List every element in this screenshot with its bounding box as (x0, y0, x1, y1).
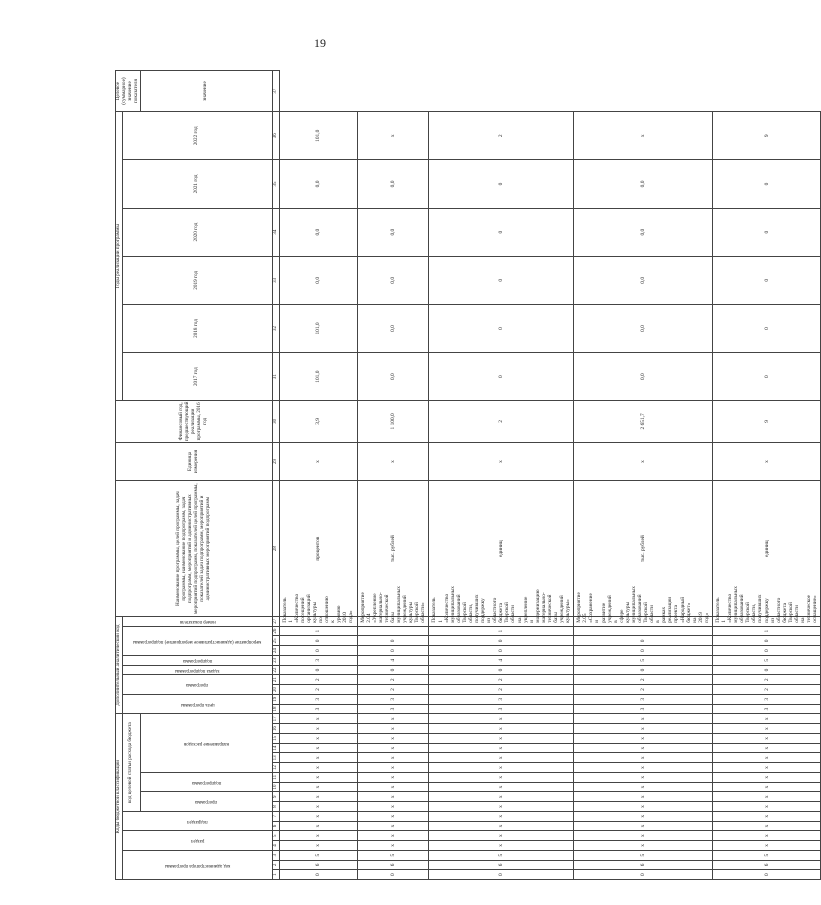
value-cell: 0 (429, 304, 574, 352)
header-row-1 (116, 71, 123, 880)
code-cell: 3 (712, 694, 820, 704)
years-group-header: Годы реализации программы (116, 112, 123, 401)
code-cell: х (279, 811, 357, 821)
programma-dop-header: программа (122, 675, 272, 694)
column-number: 19 (272, 694, 279, 704)
code-cell: 4 (357, 655, 429, 665)
indicator-text: Показатель 1 «Количество муниципальных образований Тверской области, получивших поддержку из областного бюджета Тверской области на техническое оснащение» (712, 616, 820, 626)
code-cell: х (279, 714, 357, 724)
code-cell: 3 (574, 704, 713, 714)
code-cell: х (279, 782, 357, 792)
code-cell: 0 (712, 646, 820, 656)
code-cell: 6 (357, 860, 429, 870)
code-cell: х (429, 763, 574, 773)
column-number: 29 (272, 442, 279, 481)
indicator-text: Показатель 1 «Количество муниципальных образований Тверской области, получивших поддержку из областного бюджета Тверской области на укрепление и модернизацию материально-технической базы учреждений культуры» (429, 616, 574, 626)
code-cell: х (712, 831, 820, 841)
code-cell: 2 (712, 675, 820, 685)
znachenie-header: значение (140, 71, 272, 112)
code-cell: 3 (429, 694, 574, 704)
code-cell: х (279, 802, 357, 812)
value-cell: 101,0 (279, 304, 357, 352)
value-cell: 3,9 (279, 401, 357, 442)
column-number: 24 (272, 646, 279, 656)
code-cell: х (429, 724, 574, 734)
code-cell: 3 (574, 694, 713, 704)
table-row (357, 71, 429, 880)
code-cell: х (429, 802, 574, 812)
code-cell: х (429, 714, 574, 724)
name-header: Наименование программы, целей программы, задач программы, наименование подпрограмм, задач подпрограмм, мероприятий и административных мероприятий подпрограмм, показателей целей программы, показателей задач подпрограмм, мероприятий и административных мероприятий подпрограмм (116, 481, 273, 616)
code-cell: 0 (429, 646, 574, 656)
code-cell: х (429, 792, 574, 802)
code-cell: 2 (357, 675, 429, 685)
code-cell: х (429, 733, 574, 743)
code-cell: х (279, 763, 357, 773)
column-number: 30 (272, 401, 279, 442)
column-number: 6 (272, 821, 279, 831)
column-number: 35 (272, 160, 279, 208)
code-cell: х (357, 763, 429, 773)
column-number: 1 (272, 870, 279, 880)
podprogramma-dop-header: подпрограмма (122, 655, 272, 665)
code-cell: х (712, 782, 820, 792)
napravlenie-header: направление расходов (140, 714, 272, 773)
code-cell: 0 (429, 665, 574, 675)
fin-prev-header: Финансовый год, предшествующий реализации программы, 2016 год (116, 401, 273, 442)
code-cell: 3 (357, 694, 429, 704)
code-cell: 2 (429, 685, 574, 695)
code-cell: 0 (357, 665, 429, 675)
value-cell: 1 100,0 (357, 401, 429, 442)
code-cell: х (712, 802, 820, 812)
code-cell: х (357, 714, 429, 724)
code-cell: 5 (429, 850, 574, 860)
value-cell: 0,0 (574, 160, 713, 208)
code-cell: х (574, 772, 713, 782)
code-cell: 3 (712, 704, 820, 714)
code-cell: х (357, 841, 429, 851)
code-cell: х (429, 841, 574, 851)
code-cell: х (279, 753, 357, 763)
value-cell: 0 (429, 256, 574, 304)
value-cell: 101,0 (279, 353, 357, 401)
meropr-pp-header: мероприятие (административное мероприятие) подпрограммы (122, 626, 272, 655)
code-cell: х (357, 821, 429, 831)
value-cell: 0 (429, 160, 574, 208)
column-number: 5 (272, 831, 279, 841)
column-number: 20 (272, 685, 279, 695)
code-cell: х (429, 821, 574, 831)
code-cell: 0 (357, 646, 429, 656)
value-cell: х (357, 112, 429, 160)
value-cell: 0 (712, 353, 820, 401)
code-cell: х (712, 792, 820, 802)
code-cell: 2 (574, 675, 713, 685)
code-cell: 0 (429, 870, 574, 880)
code-cell: 0 (279, 646, 357, 656)
code-cell: х (574, 782, 713, 792)
rotated-table-container (115, 70, 819, 880)
unit-cell: тыс. рублей (357, 481, 429, 616)
code-cell: 0 (712, 665, 820, 675)
code-cell: х (279, 841, 357, 851)
fin-prev-cell: х (429, 442, 574, 481)
code-cell: 0 (429, 636, 574, 646)
code-cell: х (712, 714, 820, 724)
code-cell: 2 (279, 675, 357, 685)
code-cell: х (279, 724, 357, 734)
unit-header: Единица измерения (116, 442, 273, 481)
code-cell: х (357, 831, 429, 841)
code-cell: х (357, 772, 429, 782)
code-cell: 0 (574, 665, 713, 675)
column-number: 2 (272, 860, 279, 870)
code-cell: х (357, 743, 429, 753)
year5-header: 2021 год (122, 160, 272, 208)
code-cell: 0 (279, 636, 357, 646)
code-cell: 3 (279, 655, 357, 665)
razdel-header: раздел (122, 831, 272, 850)
code-cell: 6 (712, 860, 820, 870)
code-cell: 4 (429, 655, 574, 665)
code-cell: 0 (574, 870, 713, 880)
value-cell: 0 (712, 160, 820, 208)
code-cell: х (574, 821, 713, 831)
column-number: 10 (272, 782, 279, 792)
column-number: 25 (272, 636, 279, 646)
podrazdel-header: подраздел (122, 811, 272, 830)
code-cell: х (357, 753, 429, 763)
program-indicators-table (115, 70, 821, 880)
table-body (279, 71, 821, 880)
code-cell: 2 (357, 685, 429, 695)
year6-header: 2022 год (122, 112, 272, 160)
code-cell: х (712, 763, 820, 773)
code-cell: х (574, 753, 713, 763)
code-cell: 0 (574, 636, 713, 646)
value-cell: 9 (712, 401, 820, 442)
nomer-pokazatelya-header: номер показателя (122, 616, 272, 626)
code-cell: 3 (429, 704, 574, 714)
fin-prev-cell: х (279, 442, 357, 481)
indicator-text: Показатель 1 «Количество посещений организаций культуры по отношению к уровню 2010 года» (279, 616, 357, 626)
podprogramma-header: подпрограмма (140, 772, 272, 791)
code-cell: х (712, 753, 820, 763)
indicator-text: Мероприятие 2.04 «Укрепление материально-технической базы муниципальных учреждений культуры Тверской области» (357, 616, 429, 626)
code-cell: х (712, 821, 820, 831)
kbk-group-header: Коды бюджетной классификации (116, 714, 123, 880)
code-cell: х (712, 772, 820, 782)
code-cell: 2 (574, 685, 713, 695)
code-cell: 5 (712, 655, 820, 665)
fin-prev-cell: х (357, 442, 429, 481)
value-cell: 0,0 (574, 353, 713, 401)
fin-prev-cell: х (574, 442, 713, 481)
zadacha-pp-header: задача подпрограммы (122, 665, 272, 675)
year2-header: 2018 год (122, 304, 272, 352)
column-number: 36 (272, 112, 279, 160)
column-number: 13 (272, 753, 279, 763)
value-cell: 0,0 (357, 353, 429, 401)
code-cell: х (429, 782, 574, 792)
value-cell: 0,0 (574, 208, 713, 256)
code-cell: х (357, 811, 429, 821)
code-cell: х (357, 733, 429, 743)
code-cell: х (429, 772, 574, 782)
value-cell: 0 (712, 208, 820, 256)
column-number: 33 (272, 256, 279, 304)
code-cell: 5 (357, 850, 429, 860)
value-cell: 0,0 (357, 208, 429, 256)
unit-cell: единиц (429, 481, 574, 616)
column-number: 37 (272, 71, 279, 112)
code-cell: х (712, 733, 820, 743)
code-cell: х (429, 831, 574, 841)
table-row (574, 71, 713, 880)
column-number: 7 (272, 811, 279, 821)
value-cell: х (574, 112, 713, 160)
code-cell: х (357, 792, 429, 802)
code-cell: 3 (279, 704, 357, 714)
code-cell: 0 (279, 665, 357, 675)
code-cell: х (279, 792, 357, 802)
programma-header: программа (140, 792, 272, 811)
code-cell: х (574, 811, 713, 821)
code-cell: 2 (712, 685, 820, 695)
code-cell: х (357, 782, 429, 792)
cel-header: цель программы (122, 694, 272, 713)
code-cell: х (574, 763, 713, 773)
code-cell: 5 (712, 850, 820, 860)
unit-cell: тыс. рублей (574, 481, 713, 616)
table-row (712, 71, 820, 880)
code-cell: х (574, 724, 713, 734)
column-number: 9 (272, 792, 279, 802)
column-number-row (272, 71, 279, 880)
column-number: 14 (272, 743, 279, 753)
target-group-header: Целевое (суммарное) значение показателя (116, 71, 141, 112)
admin-code-header: код администратора программы (122, 850, 272, 879)
code-cell: 0 (279, 870, 357, 880)
value-cell: 2 (429, 401, 574, 442)
year3-header: 2019 год (122, 256, 272, 304)
code-cell: 5 (574, 655, 713, 665)
code-cell: х (279, 743, 357, 753)
dop-code-group-header: Дополнительный аналитический код (116, 616, 123, 714)
code-cell: 5 (574, 850, 713, 860)
value-cell: 0,0 (279, 256, 357, 304)
fin-prev-cell: х (712, 442, 820, 481)
code-cell: 0 (574, 646, 713, 656)
klass-group-header: код целевой статьи расхода бюджета (122, 714, 140, 812)
code-cell: 3 (357, 704, 429, 714)
column-number: 32 (272, 304, 279, 352)
code-cell: х (357, 802, 429, 812)
code-cell: х (712, 841, 820, 851)
value-cell: 101,0 (279, 112, 357, 160)
column-number: 22 (272, 665, 279, 675)
column-number: 3 (272, 850, 279, 860)
column-number: 21 (272, 675, 279, 685)
code-cell: 5 (279, 850, 357, 860)
code-cell: х (712, 724, 820, 734)
code-cell: 6 (429, 860, 574, 870)
page-number: 19 (314, 36, 326, 50)
table-row (429, 71, 574, 880)
year4-header: 2020 год (122, 208, 272, 256)
code-cell: 0 (712, 870, 820, 880)
value-cell: 0,0 (357, 304, 429, 352)
code-cell: 0 (712, 636, 820, 646)
code-cell: 1 (712, 626, 820, 636)
code-cell (357, 626, 429, 636)
code-cell: х (574, 831, 713, 841)
unit-cell: процентов (279, 481, 357, 616)
column-number: 23 (272, 655, 279, 665)
code-cell: 1 (279, 626, 357, 636)
value-cell: 0 (429, 208, 574, 256)
column-number: 34 (272, 208, 279, 256)
code-cell: 2 (279, 685, 357, 695)
code-cell: х (712, 743, 820, 753)
code-cell: х (712, 811, 820, 821)
value-cell: 0,0 (357, 256, 429, 304)
code-cell: х (279, 831, 357, 841)
code-cell: х (357, 724, 429, 734)
code-cell: х (574, 733, 713, 743)
code-cell: х (574, 841, 713, 851)
code-cell: 1 (429, 626, 574, 636)
code-cell: х (429, 811, 574, 821)
code-cell: х (574, 714, 713, 724)
value-cell: 0,0 (279, 160, 357, 208)
code-cell: 6 (279, 860, 357, 870)
column-number: 18 (272, 704, 279, 714)
code-cell: х (429, 753, 574, 763)
column-number: 27 (272, 616, 279, 626)
code-cell: х (279, 821, 357, 831)
code-cell: х (279, 733, 357, 743)
code-cell: х (279, 772, 357, 782)
column-number: 4 (272, 841, 279, 851)
code-cell (574, 626, 713, 636)
value-cell: 9 (712, 112, 820, 160)
table-row (279, 71, 357, 880)
code-cell: х (574, 802, 713, 812)
code-cell: 0 (357, 870, 429, 880)
value-cell: 0 (712, 256, 820, 304)
code-cell: х (429, 743, 574, 753)
column-number: 17 (272, 714, 279, 724)
value-cell: 0,0 (357, 160, 429, 208)
column-number: 12 (272, 763, 279, 773)
year1-header: 2017 год (122, 353, 272, 401)
code-cell: 0 (357, 636, 429, 646)
value-cell: 0,0 (574, 304, 713, 352)
column-number: 16 (272, 724, 279, 734)
code-cell: 3 (279, 694, 357, 704)
value-cell: 0 (429, 353, 574, 401)
value-cell: 0,0 (574, 256, 713, 304)
code-cell: х (574, 743, 713, 753)
column-number: 26 (272, 626, 279, 636)
value-cell: 2 651,7 (574, 401, 713, 442)
code-cell: х (574, 792, 713, 802)
column-number: 28 (272, 481, 279, 616)
column-number: 31 (272, 353, 279, 401)
indicator-text: Мероприятие 2.05 «Сохранение и развитие учреждений в сфере культуры муниципальных образований Тверской области в рамках реализации проекта «Народный бюджет» на 2019 год» (574, 616, 713, 626)
code-cell: 2 (429, 675, 574, 685)
code-cell: 6 (574, 860, 713, 870)
unit-cell: единиц (712, 481, 820, 616)
column-number: 11 (272, 772, 279, 782)
column-number: 8 (272, 802, 279, 812)
column-number: 15 (272, 733, 279, 743)
value-cell: 2 (429, 112, 574, 160)
value-cell: 0 (712, 304, 820, 352)
value-cell: 0,0 (279, 208, 357, 256)
